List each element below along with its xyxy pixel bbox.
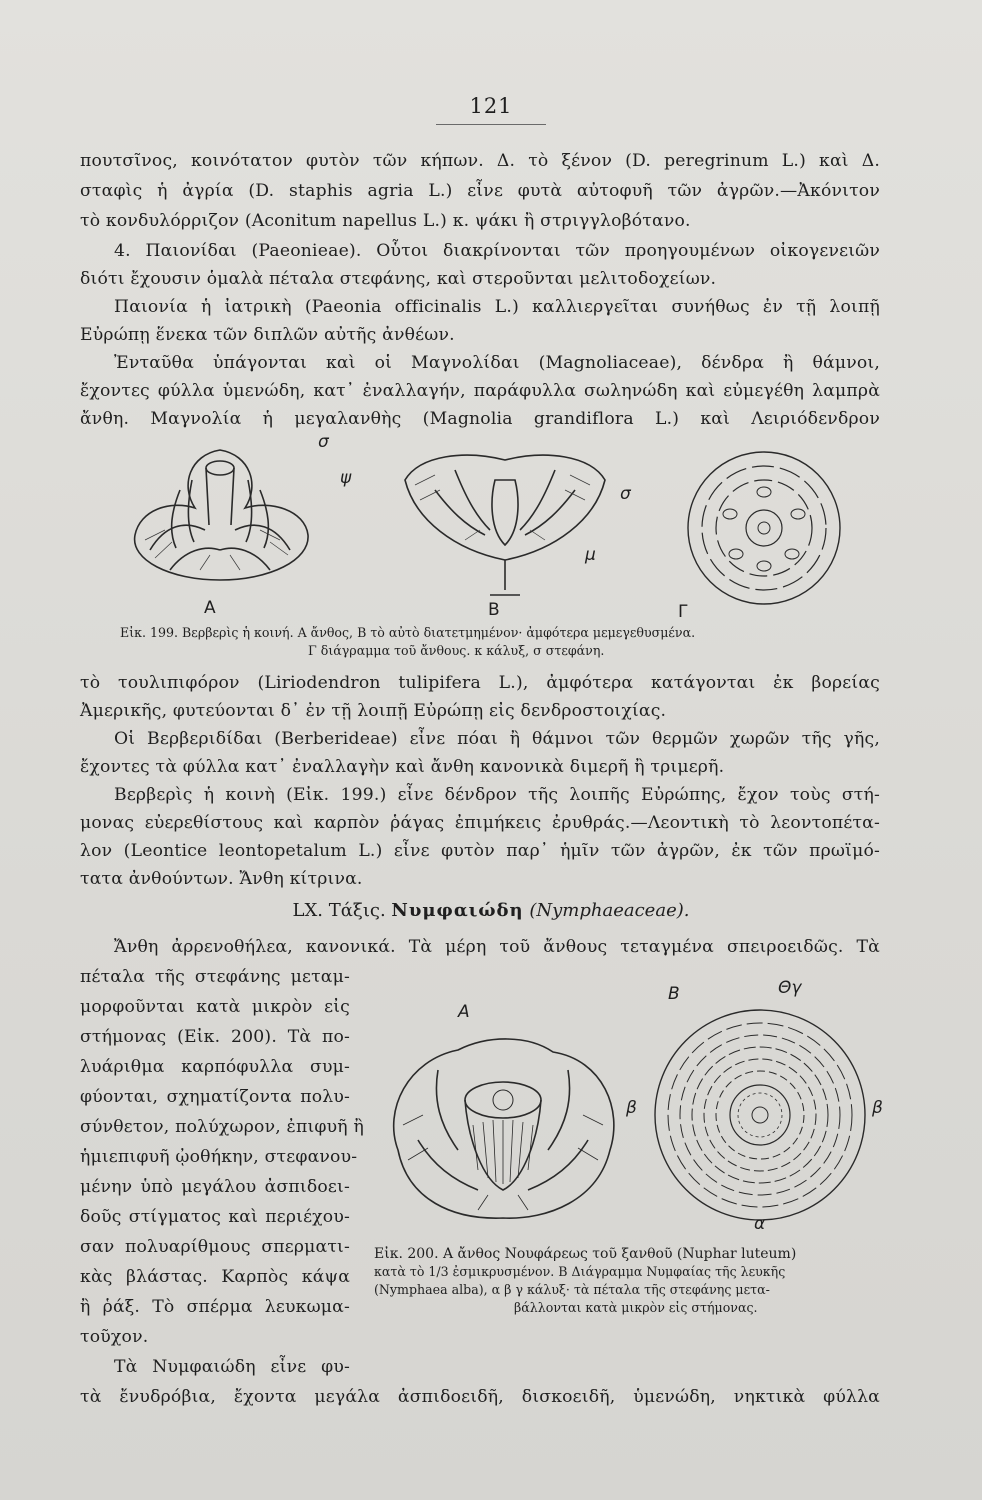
text-line: ἔχοντες φύλλα ὑμενώδη, κατ᾽ ἐναλλαγήν, παράφυλλα σωληνώδη καὶ εὐμεγέθη λαμπρὰ: [80, 381, 880, 401]
text-line: λον (Leontice leontopetalum L.) εἶνε φυτὸν παρ᾽ ἡμῖν τῶν ἀγρῶν, ἐκ τῶν πρωϊμό-: [80, 841, 880, 861]
text-line: Παιονία ἡ ἰατρικὴ (Paeonia officinalis L.) καλλιεργεῖται συνήθως ἐν τῇ λοιπῇ: [114, 297, 880, 317]
fig200-label-b-left: β: [626, 1098, 637, 1118]
text-line: ἔχοντες τὰ φύλλα κατ᾽ ἐναλλαγὴν καὶ ἄνθη κανονικὰ διμερῆ ἢ τριμερῆ.: [80, 757, 725, 777]
fig200-label-theta-gamma: Θγ: [778, 978, 802, 998]
figure-200-caption-line: (Nymphaea alba), α β γ κάλυξ· τὰ πέταλα τῆς στεφάνης μετα-: [374, 1282, 770, 1297]
figure-199-flower-section-b: [395, 440, 615, 600]
text-line: τὸ τουλιπιφόρον (Liriodendron tulipifera L.), ἀμφότερα κατάγονται ἐκ βορείας: [80, 673, 880, 693]
text-line: τὰ ἔνυδρόβια, ἔχοντα μεγάλα ἀσπιδοειδῆ, δισκοειδῆ, ὑμενώδη, νηκτικὰ φύλλα: [80, 1387, 880, 1407]
fig200-label-b: Β: [668, 984, 680, 1004]
text-line: ἄνθη. Μαγνολία ἡ μεγαλανθὴς (Magnolia grandiflora L.) καὶ Λειριόδενδρον: [80, 409, 880, 429]
text-line: τὸ κονδυλόρριζον (Aconitum napellus L.) κ. ψάκι ἢ στριγγλοβότανο.: [80, 211, 691, 231]
text-line: σύνθετον, πολύχωρον, ἐπιφυῆ ἢ: [80, 1117, 364, 1137]
text-line: ἢ ῥάξ. Τὸ σπέρμα λευκωμα-: [80, 1297, 350, 1317]
text-line: κὰς βλάστας. Καρπὸς κάψα: [80, 1267, 350, 1287]
section-heading: [0, 900, 982, 921]
text-line: πουτσῖνος, κοινότατον φυτὸν τῶν κήπων. Δ. τὸ ξένον (D. peregrinum L.) καὶ Δ.: [80, 151, 880, 171]
text-line: στήμονας (Εἰκ. 200). Τὰ πο-: [80, 1027, 350, 1047]
text-line: 4. Παιονίδαι (Paeonieae). Οὗτοι διακρίνονται τῶν προηγουμένων οἰκογενειῶν: [114, 241, 880, 261]
fig199-label-psi: ψ: [340, 468, 352, 488]
text-line: μορφοῦνται κατὰ μικρὸν εἰς: [80, 997, 350, 1017]
fig199-label-b: Β: [488, 600, 500, 620]
fig199-label-mu: μ: [585, 545, 596, 565]
heading-latin: (Nymphaeaceae).: [529, 900, 690, 921]
figure-199-flower-a: [110, 430, 330, 600]
text-line: δοῦς στίγματος καὶ περιέχου-: [80, 1207, 350, 1227]
fig199-label-sigma: σ: [318, 432, 329, 452]
figure-199-caption-line-1: Εἰκ. 199. Βερβερὶς ἡ κοινή. Α ἄνθος, Β τὸ αὐτὸ διατετμημένον· ἀμφότερα μεμεγεθυσμένα.: [120, 625, 696, 640]
text-line: Βερβερὶς ἡ κοινὴ (Εἰκ. 199.) εἶνε δένδρον τῆς λοιπῆς Εὐρώπης, ἔχον τοὺς στή-: [114, 785, 880, 805]
fig200-label-a: Α: [458, 1002, 470, 1022]
text-line: Οἱ Βερβεριδίδαι (Berberideae) εἶνε πόαι ἢ θάμνοι τῶν θερμῶν χωρῶν τῆς γῆς,: [114, 729, 880, 749]
text-line: λυάριθμα καρπόφυλλα συμ-: [80, 1057, 350, 1077]
text-line: σαν πολυαρίθμους σπερματι-: [80, 1237, 350, 1257]
fig200-label-a-small: α: [754, 1214, 766, 1234]
figure-200-floral-diagram-b: [650, 1000, 870, 1230]
text-line: μονας εὐερεθίστους καὶ καρπὸν ῥάγας ἐπιμήκεις ἐρυθράς.—Λεοντικὴ τὸ λεοντοπέτα-: [80, 813, 880, 833]
text-line: Ἄνθη ἀρρενοθήλεα, κανονικά. Τὰ μέρη τοῦ ἄνθους τεταγμένα σπειροειδῶς. Τὰ: [114, 937, 880, 957]
figure-199-caption-line-2: Γ διάγραμμα τοῦ ἄνθους. κ κάλυξ, σ στεφάνη.: [308, 643, 605, 658]
figure-200-caption-line: κατὰ τὸ 1/3 ἐσμικρυσμένον. Β Διάγραμμα Νυμφαίας τῆς λευκῆς: [374, 1264, 786, 1279]
page-number-rule: [436, 124, 546, 125]
text-line: ἡμιεπιφυῆ ᾠοθήκην, στεφανου-: [80, 1147, 358, 1167]
text-line: τατα ἀνθούντων. Ἄνθη κίτρινα.: [80, 869, 363, 889]
text-line: φύονται, σχηματίζοντα πολυ-: [80, 1087, 350, 1107]
text-line: σταφὶς ἡ ἀγρία (D. staphis agria L.) εἶνε φυτὰ αὐτοφυῆ τῶν ἀγρῶν.—Ἀκόνιτον: [80, 181, 880, 201]
figure-200-caption-line: Εἰκ. 200. Α ἄνθος Νουφάρεως τοῦ ξανθοῦ (Nuphar luteum): [374, 1246, 797, 1262]
text-line: Ἀμερικῆς, φυτεύονται δ᾽ ἐν τῇ λοιπῇ Εὐρώπῃ εἰς δενδροστοιχίας.: [80, 701, 667, 721]
fig199-label-sigma-2: σ: [620, 484, 631, 504]
text-line: μένην ὑπὸ μεγάλου ἀσπιδοει-: [80, 1177, 350, 1197]
text-line: Τὰ Νυμφαιώδη εἶνε φυ-: [114, 1357, 350, 1377]
fig199-label-g: Γ: [678, 602, 688, 622]
heading-number: LX.: [292, 900, 324, 921]
heading-word: Τάξις.: [328, 900, 386, 921]
text-line: Ἐνταῦθα ὑπάγονται καὶ οἱ Μαγνολίδαι (Magnoliaceae), δένδρα ἢ θάμνοι,: [114, 353, 880, 373]
fig200-label-b-right: β: [872, 1098, 883, 1118]
figure-200-caption-line: βάλλονται κατὰ μικρὸν εἰς στήμονας.: [514, 1300, 758, 1315]
heading-name: Νυμφαιώδη: [391, 900, 524, 921]
text-line: τοῦχον.: [80, 1327, 149, 1347]
figure-199-floral-diagram-g: [684, 448, 844, 608]
page-number: 121: [469, 94, 513, 118]
fig199-label-a: Α: [204, 598, 216, 618]
figure-200-flower-a: [378, 1030, 628, 1230]
text-line: Εὐρώπῃ ἕνεκα τῶν διπλῶν αὐτῆς ἀνθέων.: [80, 325, 455, 345]
text-line: πέταλα τῆς στεφάνης μεταμ-: [80, 967, 350, 987]
text-line: διότι ἔχουσιν ὁμαλὰ πέταλα στεφάνης, καὶ στεροῦνται μελιτοδοχείων.: [80, 269, 717, 289]
